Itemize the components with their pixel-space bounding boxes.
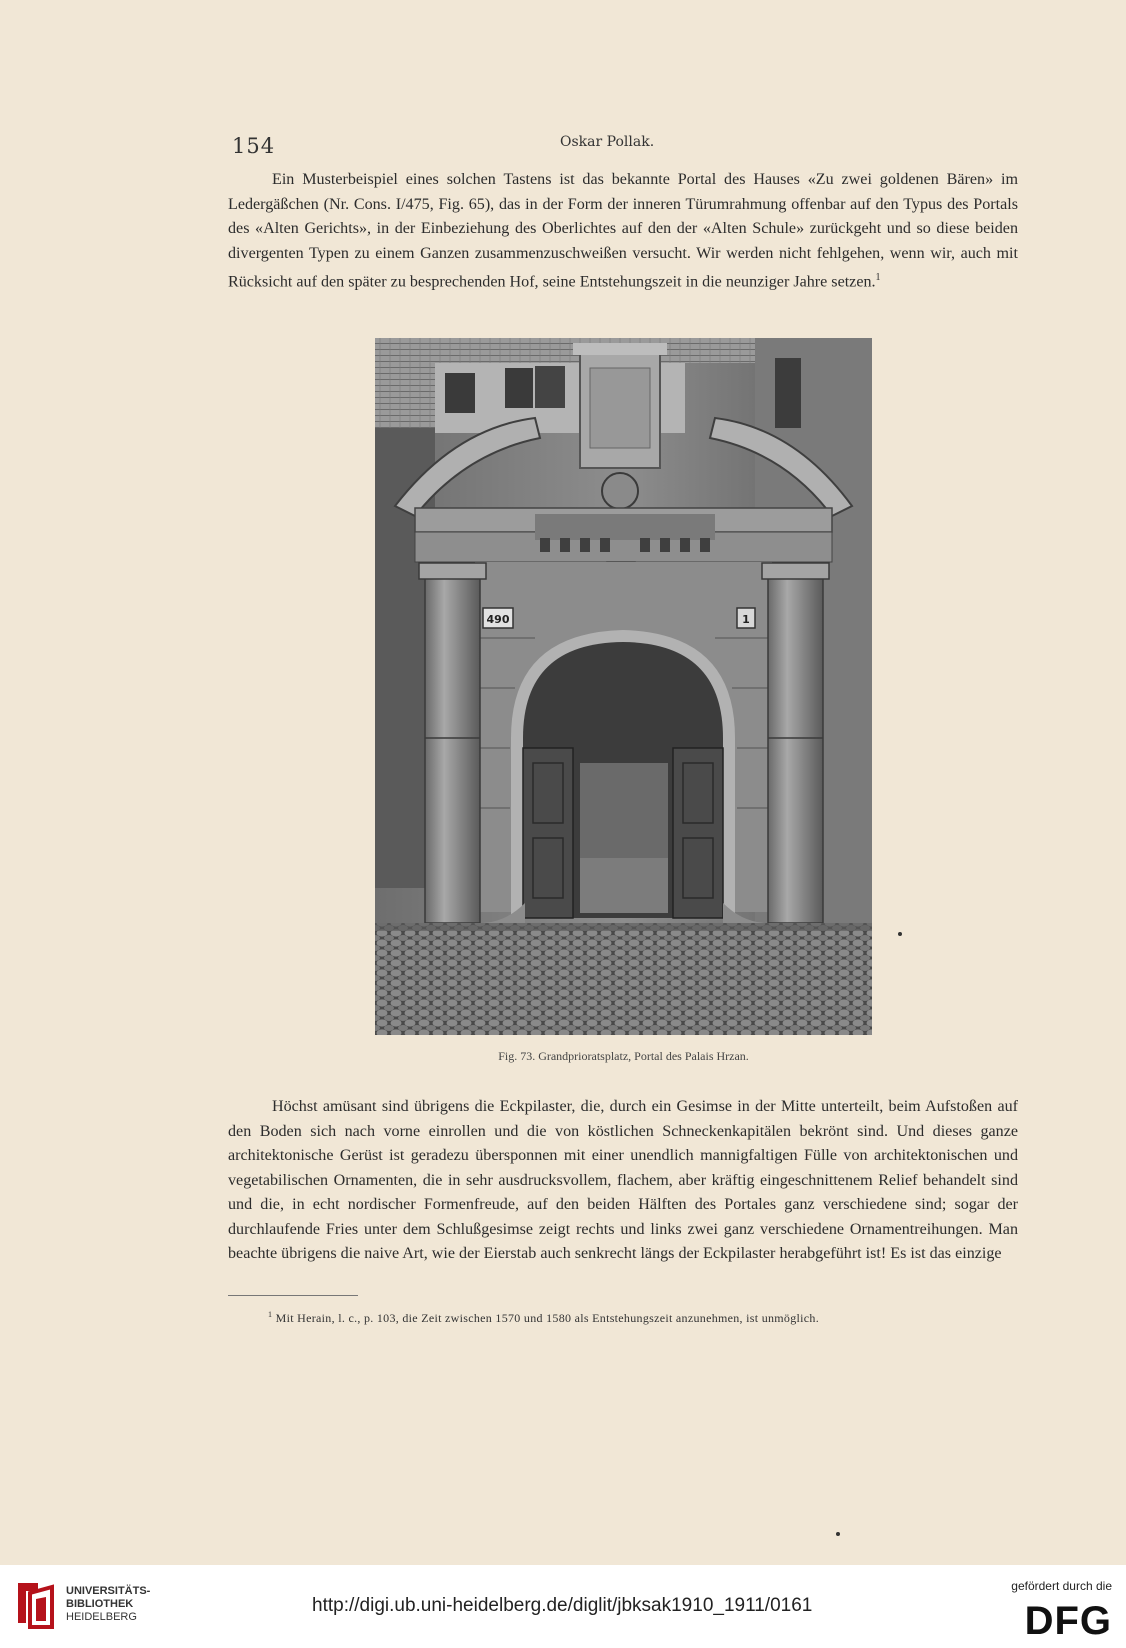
footnote-marker: 1 (268, 1310, 273, 1319)
page-number: 154 (232, 134, 276, 158)
paper-speck (898, 932, 902, 936)
running-head: Oskar Pollak. (560, 134, 655, 150)
university-library-name (66, 1585, 150, 1624)
figure-portal-photo (375, 338, 872, 1035)
paper-speck (836, 1532, 840, 1536)
footnote-reference: 1 (875, 272, 881, 283)
library-line-3: HEIDELBERG (66, 1611, 137, 1623)
funded-by-label: gefördert durch die (1011, 1579, 1112, 1593)
portal-photo-illustration (375, 338, 872, 1035)
university-library-logo-icon (12, 1579, 60, 1631)
library-line-2: BIBLIOTHEK (66, 1598, 134, 1610)
paragraph-1-text: Ein Musterbeispiel eines solchen Tastens ist das bekannte Portal des Hauses «Zu zwei goldenen Bären» im Ledergäßchen (Nr. Cons. I/475, Fig. 65), das in der Form der inneren Türumrahmung offenbar auf den Typus des Portals des «Alten Gerichts», in der Einbeziehung des Oberlichtes auf den der «Alten Schule» zurückgeht und so diese beiden divergenten Typen zu einem Ganzen zusammenzuschweißen versucht. Wir werden nicht fehlgehen, wenn wir, auch mit Rücksicht auf den später zu besprechenden Hof, seine Entstehungszeit in die neunziger Jahre setzen. (228, 171, 1018, 291)
figure-caption: Fig. 73. Grandprioratsplatz, Portal des Palais Hrzan. (498, 1049, 749, 1063)
body-paragraph-1 (228, 168, 1018, 295)
plaque-left-number: 490 (486, 613, 510, 626)
plaque-right-number: 1 (742, 613, 750, 626)
digitization-footer (0, 1565, 1126, 1648)
footnote-rule (228, 1295, 358, 1296)
body-paragraph-2: Höchst amüsant sind übrigens die Eckpilaster, die, durch ein Gesimse in der Mitte unterteilt, beim Aufstoßen auf den Boden sich nach vorne einrollen und die von köstlichen Schneckenkapitälen bekrönt sind. Und dieses ganze architektonische Gerüst ist geradezu übersponnen mit einer unendlich mannigfaltigen Fülle von architektonischen und vegetabilischen Ornamenten, die in sehr ausdrucksvollem, flachem, aber kräftig eingeschnittenem Relief behandelt sind und die, in echt nordischer Formenfreude, auf den beiden Hälften des Portales ganz verschiedene sind; sogar der durchlaufende Fries unter dem Schlußgesimse zeigt rechts und links zwei ganz verschiedene Ornamentreihungen. Man beachte übrigens die naive Art, wie der Eierstab auch senkrecht längs der Eckpilaster herabgeführt ist! Es ist das einzige (228, 1098, 1018, 1262)
library-line-1: UNIVERSITÄTS- (66, 1585, 151, 1597)
dfg-logo: DFG (1024, 1599, 1112, 1643)
footnote-text: Mit Herain, l. c., p. 103, die Zeit zwischen 1570 und 1580 als Entstehungszeit anzunehmen, ist unmöglich. (275, 1311, 820, 1325)
permalink-url[interactable]: http://digi.ub.uni-heidelberg.de/diglit/jbksak1910_1911/0161 (312, 1595, 813, 1616)
footnote (268, 1310, 1008, 1326)
